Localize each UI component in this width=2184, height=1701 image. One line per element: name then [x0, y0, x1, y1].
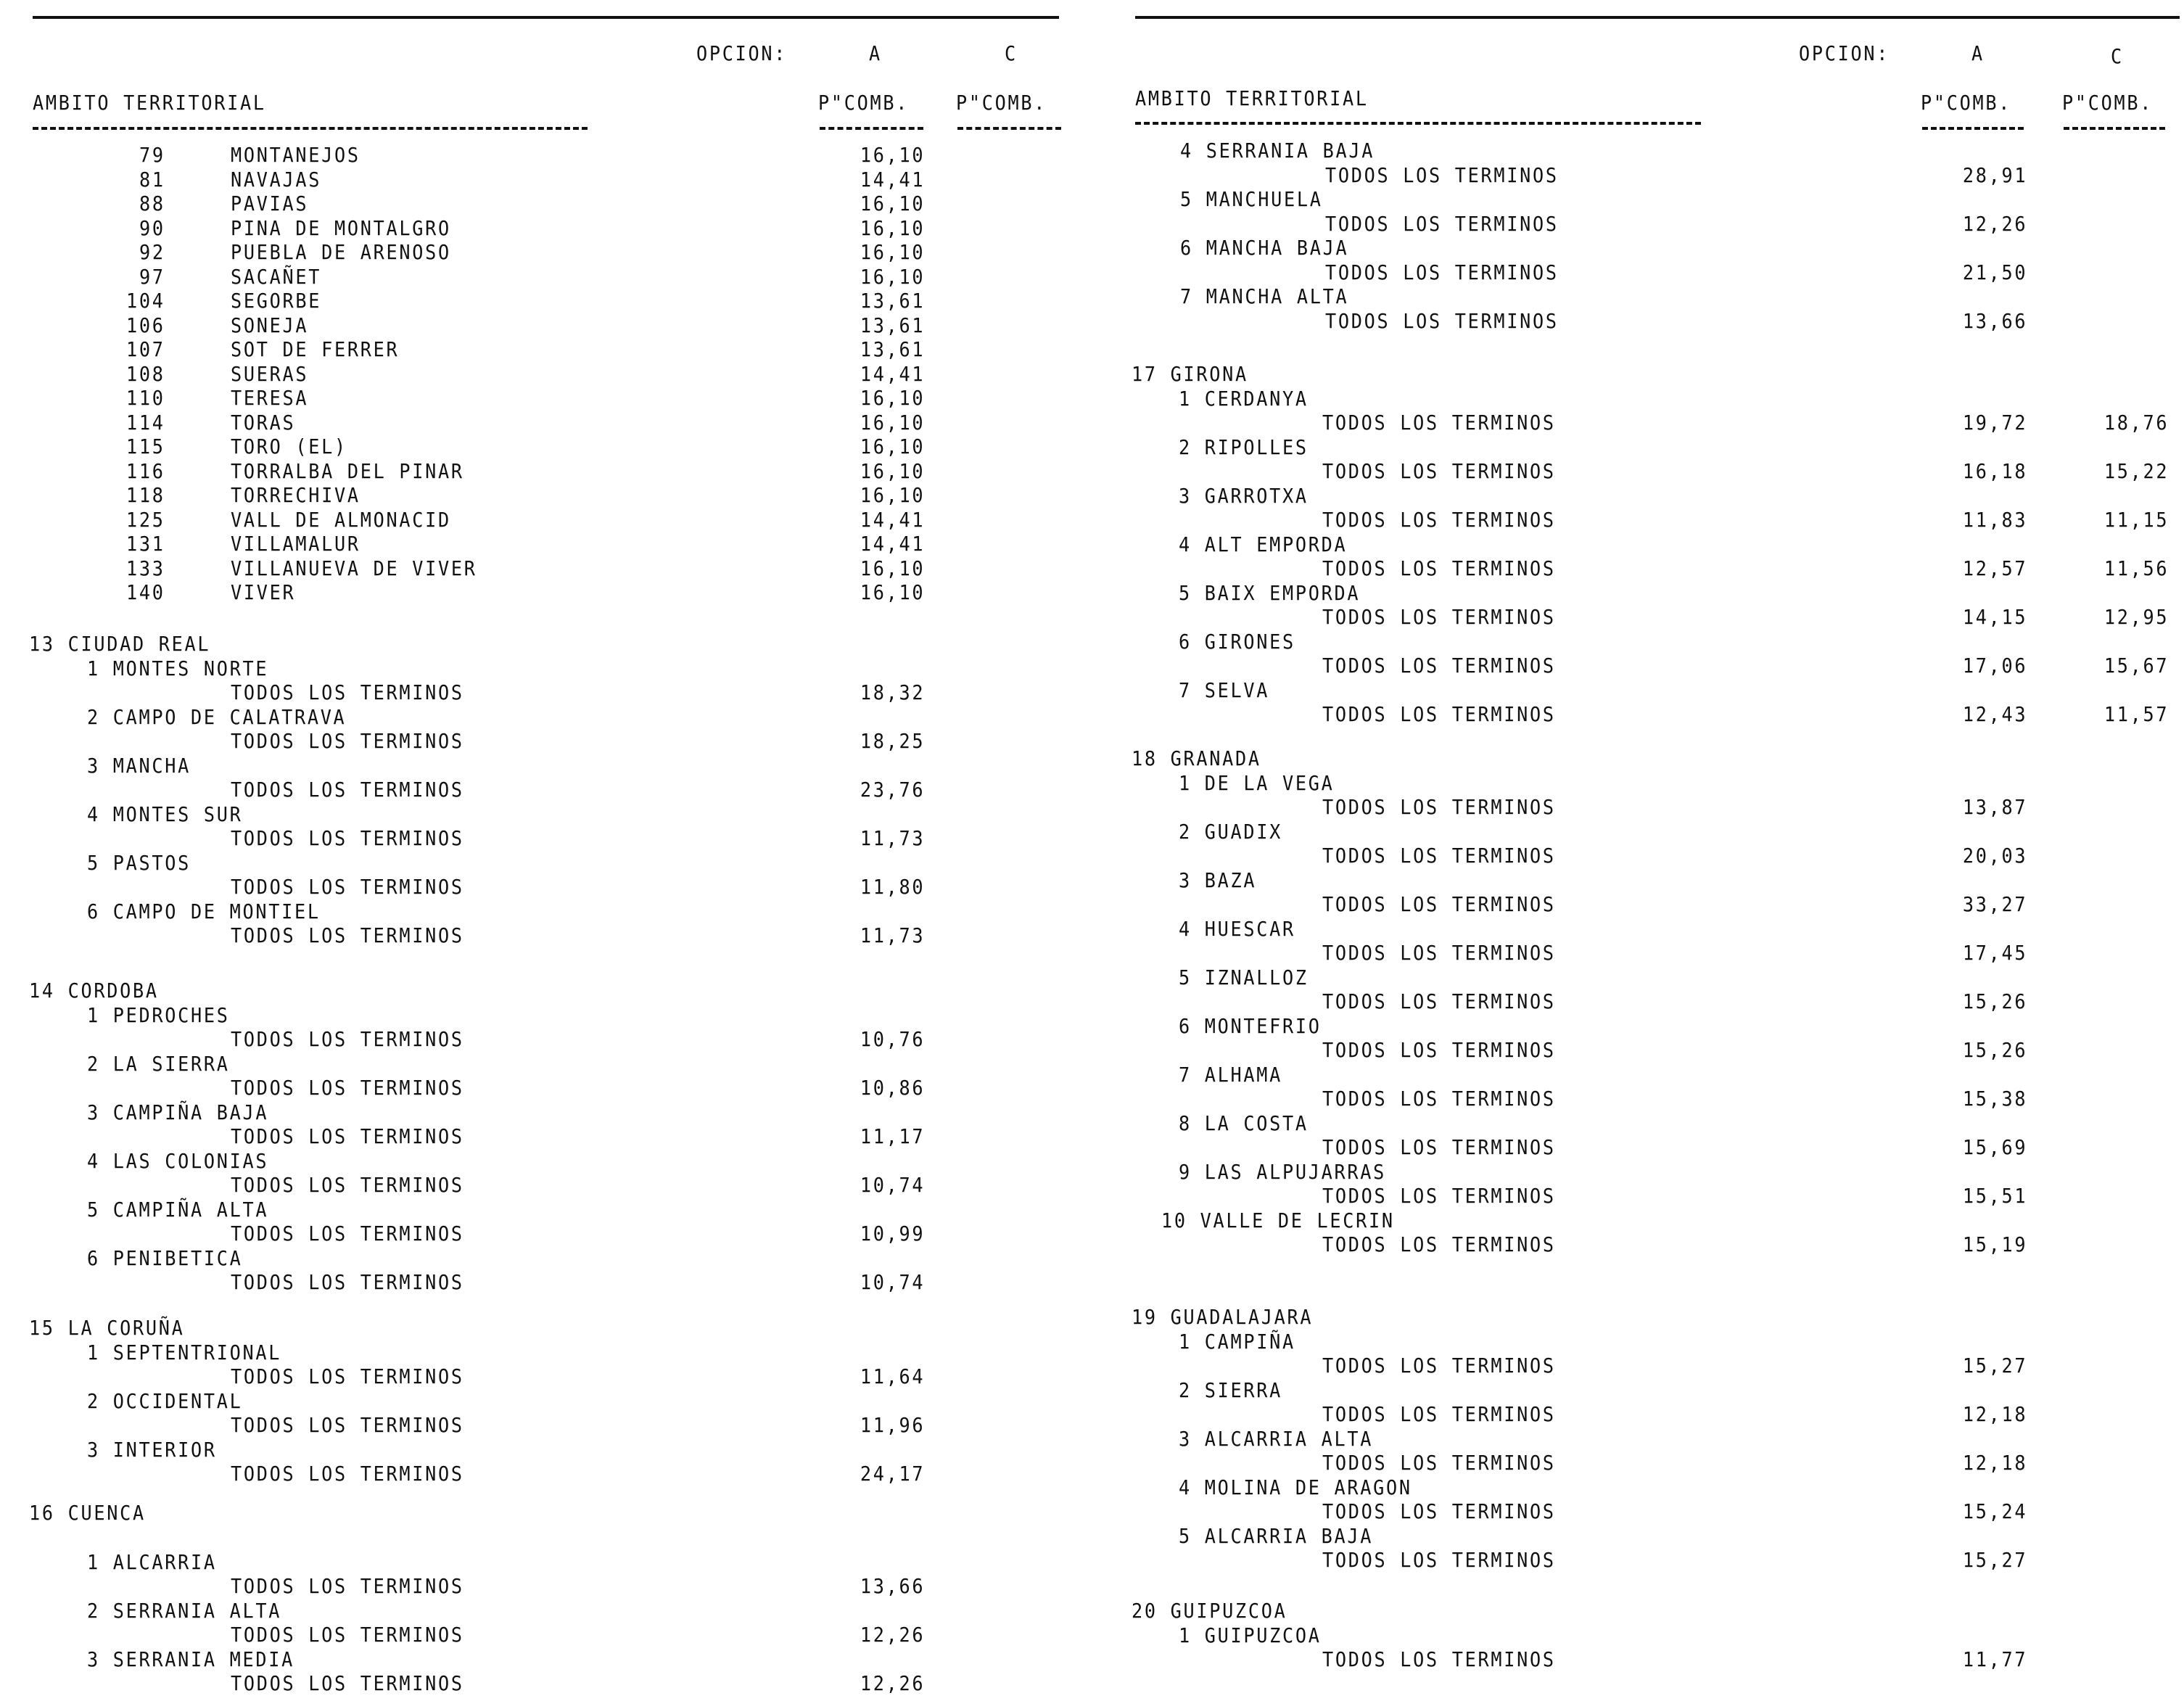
municipality-name: PINA DE MONTALGRO — [231, 215, 451, 240]
municipality-name: SACAÑET — [231, 264, 322, 289]
top-rule — [33, 16, 1059, 19]
municipality-code: 118 — [126, 483, 165, 507]
municipality-code: 81 — [139, 167, 165, 191]
municipality-name: TORO (EL) — [231, 434, 347, 458]
province-heading: 19 GUADALAJARA — [1132, 1305, 1314, 1329]
value-col-a: 13,66 — [860, 1574, 925, 1598]
region-label: 1 CAMPIÑA — [1179, 1329, 1295, 1354]
municipality-code: 133 — [126, 556, 165, 580]
municipality-name: VIVER — [231, 580, 296, 604]
region-label: 2 LA SIERRA — [87, 1051, 230, 1076]
province-heading: 17 GIRONA — [1132, 362, 1248, 386]
value-col-a: 14,41 — [860, 532, 925, 556]
region-detail: TODOS LOS TERMINOS — [231, 1671, 464, 1695]
value-col-a: 15,51 — [1962, 1184, 2027, 1208]
region-label: 4 MONTES SUR — [87, 802, 243, 826]
value-col-a: 14,41 — [860, 507, 925, 532]
municipality-code: 114 — [126, 410, 165, 434]
region-label: 6 MONTEFRIO — [1179, 1013, 1322, 1038]
region-label: 1 PEDROCHES — [87, 1002, 230, 1027]
region-detail: TODOS LOS TERMINOS — [1325, 162, 1559, 187]
region-detail: TODOS LOS TERMINOS — [231, 1413, 464, 1437]
region-detail: TODOS LOS TERMINOS — [1322, 508, 1556, 532]
municipality-code: 140 — [126, 580, 165, 604]
option-c-label: C — [1005, 41, 1018, 65]
region-label: 4 SERRANIA BAJA — [1180, 139, 1375, 162]
province-heading: 14 CORDOBA — [29, 979, 159, 1002]
municipality-code: 106 — [126, 313, 165, 337]
value-col-a: 16,10 — [860, 483, 925, 507]
region-detail: TODOS LOS TERMINOS — [231, 1623, 464, 1647]
region-detail: TODOS LOS TERMINOS — [1322, 941, 1556, 965]
region-detail: TODOS LOS TERMINOS — [231, 875, 464, 899]
region-label: 10 VALLE DE LECRIN — [1161, 1208, 1395, 1232]
region-detail: TODOS LOS TERMINOS — [231, 680, 464, 704]
value-col-a: 10,86 — [860, 1076, 925, 1100]
municipality-name: VALL DE ALMONACID — [231, 507, 451, 532]
value-col-a: 16,10 — [860, 386, 925, 410]
region-detail: TODOS LOS TERMINOS — [1322, 411, 1556, 434]
region-detail: TODOS LOS TERMINOS — [231, 1222, 464, 1245]
col-c-heading: P"COMB. — [956, 91, 1047, 115]
municipality-code: 90 — [139, 215, 165, 240]
region-label: 2 OCCIDENTAL — [87, 1388, 243, 1413]
value-col-a: 10,74 — [860, 1270, 925, 1294]
municipality-code: 97 — [139, 264, 165, 289]
municipality-code: 104 — [126, 289, 165, 313]
value-col-a: 13,61 — [860, 313, 925, 337]
value-col-a: 16,10 — [860, 410, 925, 434]
region-detail: TODOS LOS TERMINOS — [1322, 1499, 1556, 1523]
ambito-territorial-heading: AMBITO TERRITORIAL — [1135, 86, 1369, 110]
value-col-a: 11,73 — [860, 826, 925, 850]
value-col-a: 13,87 — [1962, 795, 2027, 819]
municipality-name: TERESA — [231, 386, 309, 410]
col-a-underline — [820, 127, 923, 130]
value-col-a: 12,26 — [860, 1671, 925, 1695]
province-heading: 15 LA CORUÑA — [29, 1316, 185, 1340]
region-detail: TODOS LOS TERMINOS — [1322, 1038, 1556, 1062]
region-detail: TODOS LOS TERMINOS — [1322, 1548, 1556, 1572]
value-col-a: 16,10 — [860, 215, 925, 240]
value-col-a: 16,10 — [860, 191, 925, 215]
region-label: 5 CAMPIÑA ALTA — [87, 1197, 269, 1222]
region-detail: TODOS LOS TERMINOS — [1322, 702, 1556, 726]
region-detail: TODOS LOS TERMINOS — [1322, 1135, 1556, 1159]
value-col-a: 15,38 — [1962, 1087, 2027, 1111]
option-a-label: A — [869, 41, 882, 65]
municipality-name: PUEBLA DE ARENOSO — [231, 240, 451, 264]
value-col-a: 11,64 — [860, 1364, 925, 1388]
value-col-c: 12,95 — [2103, 605, 2169, 629]
municipality-name: TORRECHIVA — [231, 483, 360, 507]
ambito-territorial-heading: AMBITO TERRITORIAL — [33, 91, 266, 115]
value-col-a: 12,26 — [860, 1623, 925, 1647]
municipality-code: 116 — [126, 458, 165, 483]
region-detail: TODOS LOS TERMINOS — [1322, 892, 1556, 916]
value-col-a: 11,96 — [860, 1413, 925, 1437]
municipality-code: 115 — [126, 434, 165, 458]
region-label: 2 CAMPO DE CALATRAVA — [87, 704, 347, 729]
region-label: 2 RIPOLLES — [1179, 434, 1309, 459]
region-detail: TODOS LOS TERMINOS — [1322, 1402, 1556, 1426]
municipality-code: 88 — [139, 191, 165, 215]
municipality-code: 107 — [126, 337, 165, 361]
value-col-a: 18,25 — [860, 729, 925, 753]
region-label: 3 SERRANIA MEDIA — [87, 1647, 294, 1671]
value-col-a: 20,03 — [1962, 844, 2027, 868]
region-label: 3 INTERIOR — [87, 1437, 217, 1462]
region-label: 1 DE LA VEGA — [1179, 770, 1335, 795]
municipality-name: SONEJA — [231, 313, 309, 337]
value-col-a: 12,18 — [1962, 1451, 2027, 1475]
col-c-underline — [957, 127, 1061, 130]
region-label: 4 ALT EMPORDA — [1179, 532, 1348, 556]
region-label: 5 IZNALLOZ — [1179, 965, 1309, 989]
region-detail: TODOS LOS TERMINOS — [1322, 459, 1556, 483]
value-col-a: 13,61 — [860, 289, 925, 313]
region-label: 9 LAS ALPUJARRAS — [1179, 1159, 1386, 1184]
value-col-a: 21,50 — [1962, 260, 2027, 284]
region-label: 1 ALCARRIA — [87, 1549, 217, 1574]
municipality-name: TORRALBA DEL PINAR — [231, 458, 464, 483]
value-col-a: 10,99 — [860, 1222, 925, 1245]
region-label: 3 MANCHA — [87, 753, 191, 778]
value-col-c: 11,15 — [2103, 508, 2169, 532]
region-label: 1 MONTES NORTE — [87, 656, 269, 680]
region-detail: TODOS LOS TERMINOS — [1322, 556, 1556, 580]
value-col-a: 11,73 — [860, 923, 925, 947]
opcion-label: OPCION: — [1799, 41, 1890, 65]
region-label: 4 LAS COLONIAS — [87, 1148, 269, 1173]
region-detail: TODOS LOS TERMINOS — [231, 826, 464, 850]
value-col-c: 15,22 — [2103, 459, 2169, 483]
municipality-name: VILLANUEVA DE VIVER — [231, 556, 477, 580]
value-col-c: 11,56 — [2103, 556, 2169, 580]
region-detail: TODOS LOS TERMINOS — [231, 729, 464, 753]
value-col-a: 16,10 — [860, 143, 925, 167]
value-col-a: 14,15 — [1962, 605, 2027, 629]
value-col-a: 16,18 — [1962, 459, 2027, 483]
municipality-name: TORAS — [231, 410, 296, 434]
value-col-a: 15,24 — [1962, 1499, 2027, 1523]
region-label: 4 HUESCAR — [1179, 916, 1295, 941]
region-detail: TODOS LOS TERMINOS — [231, 1462, 464, 1486]
value-col-a: 15,19 — [1962, 1232, 2027, 1256]
municipality-name: VILLAMALUR — [231, 532, 360, 556]
value-col-a: 12,57 — [1962, 556, 2027, 580]
region-label: 8 LA COSTA — [1179, 1111, 1309, 1135]
region-label: 3 ALCARRIA ALTA — [1179, 1426, 1374, 1451]
heading-underline — [33, 127, 588, 130]
municipality-name: SOT DE FERRER — [231, 337, 400, 361]
region-label: 7 SELVA — [1179, 677, 1270, 702]
municipality-code: 131 — [126, 532, 165, 556]
region-label: 2 GUADIX — [1179, 819, 1282, 844]
region-label: 3 BAZA — [1179, 868, 1257, 892]
region-label: 1 GUIPUZCOA — [1179, 1623, 1322, 1647]
region-label: 2 SERRANIA ALTA — [87, 1598, 282, 1623]
value-col-a: 16,10 — [860, 264, 925, 289]
value-col-a: 14,41 — [860, 361, 925, 386]
value-col-a: 24,17 — [860, 1462, 925, 1486]
province-heading: 18 GRANADA — [1132, 746, 1261, 770]
value-col-a: 17,45 — [1962, 941, 2027, 965]
region-label: 5 BAIX EMPORDA — [1179, 580, 1361, 605]
municipality-code: 110 — [126, 386, 165, 410]
region-label: 6 PENIBETICA — [87, 1245, 243, 1270]
region-detail: TODOS LOS TERMINOS — [1325, 211, 1559, 236]
value-col-a: 10,76 — [860, 1027, 925, 1051]
municipality-name: SEGORBE — [231, 289, 322, 313]
option-c-label: C — [2111, 44, 2124, 68]
value-col-a: 16,10 — [860, 580, 925, 604]
col-a-underline — [1922, 127, 2024, 130]
region-detail: TODOS LOS TERMINOS — [1322, 1354, 1556, 1377]
region-label: 2 SIERRA — [1179, 1377, 1282, 1402]
option-a-label: A — [1971, 41, 1985, 65]
region-detail: TODOS LOS TERMINOS — [1322, 795, 1556, 819]
value-col-a: 28,91 — [1962, 162, 2027, 187]
value-col-a: 11,17 — [860, 1124, 925, 1148]
region-detail: TODOS LOS TERMINOS — [1325, 260, 1559, 284]
value-col-a: 12,18 — [1962, 1402, 2027, 1426]
heading-underline — [1135, 122, 1701, 125]
region-label: 5 PASTOS — [87, 850, 191, 875]
value-col-a: 14,41 — [860, 167, 925, 191]
region-detail: TODOS LOS TERMINOS — [1325, 308, 1559, 333]
municipality-code: 92 — [139, 240, 165, 264]
value-col-a: 15,26 — [1962, 1038, 2027, 1062]
value-col-a: 23,76 — [860, 778, 925, 802]
region-label: 6 CAMPO DE MONTIEL — [87, 899, 321, 923]
municipality-name: SUERAS — [231, 361, 309, 386]
value-col-a: 13,61 — [860, 337, 925, 361]
province-heading: 20 GUIPUZCOA — [1132, 1599, 1287, 1623]
region-detail: TODOS LOS TERMINOS — [1322, 1451, 1556, 1475]
region-detail: TODOS LOS TERMINOS — [1322, 1184, 1556, 1208]
region-label: 5 MANCHUELA — [1180, 187, 1323, 211]
value-col-a: 33,27 — [1962, 892, 2027, 916]
region-label: 6 MANCHA BAJA — [1180, 236, 1349, 260]
region-label: 7 ALHAMA — [1179, 1062, 1282, 1087]
region-detail: TODOS LOS TERMINOS — [1322, 1087, 1556, 1111]
region-label: 4 MOLINA DE ARAGON — [1179, 1475, 1412, 1499]
region-detail: TODOS LOS TERMINOS — [1322, 1647, 1556, 1671]
value-col-a: 11,77 — [1962, 1647, 2027, 1671]
region-detail: TODOS LOS TERMINOS — [231, 1027, 464, 1051]
value-col-a: 16,10 — [860, 556, 925, 580]
region-label: 5 ALCARRIA BAJA — [1179, 1523, 1374, 1548]
region-label: 3 GARROTXA — [1179, 483, 1309, 508]
value-col-a: 12,26 — [1962, 211, 2027, 236]
value-col-c: 11,57 — [2103, 702, 2169, 726]
municipality-name: PAVIAS — [231, 191, 309, 215]
region-detail: TODOS LOS TERMINOS — [231, 923, 464, 947]
value-col-a: 13,66 — [1962, 308, 2027, 333]
col-c-heading: P"COMB. — [2062, 91, 2154, 115]
region-detail: TODOS LOS TERMINOS — [231, 1173, 464, 1197]
value-col-a: 16,10 — [860, 458, 925, 483]
value-col-a: 15,26 — [1962, 989, 2027, 1013]
value-col-a: 11,80 — [860, 875, 925, 899]
value-col-a: 12,43 — [1962, 702, 2027, 726]
region-detail: TODOS LOS TERMINOS — [1322, 989, 1556, 1013]
region-detail: TODOS LOS TERMINOS — [231, 1124, 464, 1148]
region-detail: TODOS LOS TERMINOS — [231, 778, 464, 802]
value-col-a: 17,06 — [1962, 654, 2027, 677]
top-rule — [1135, 16, 2180, 19]
region-detail: TODOS LOS TERMINOS — [231, 1076, 464, 1100]
col-a-heading: P"COMB. — [818, 91, 910, 115]
value-col-a: 18,32 — [860, 680, 925, 704]
region-label: 6 GIRONES — [1179, 629, 1295, 654]
municipality-code: 125 — [126, 507, 165, 532]
province-heading: 13 CIUDAD REAL — [29, 632, 211, 656]
value-col-c: 15,67 — [2103, 654, 2169, 677]
value-col-a: 10,74 — [860, 1173, 925, 1197]
region-detail: TODOS LOS TERMINOS — [231, 1270, 464, 1294]
municipality-name: NAVAJAS — [231, 167, 322, 191]
province-heading: 16 CUENCA — [29, 1501, 146, 1525]
region-label: 1 CERDANYA — [1179, 386, 1309, 411]
value-col-c: 18,76 — [2103, 411, 2169, 434]
col-a-heading: P"COMB. — [1921, 91, 2012, 115]
region-detail: TODOS LOS TERMINOS — [1322, 844, 1556, 868]
right-page — [1121, 0, 2184, 1701]
left-page — [0, 0, 1074, 1701]
region-detail: TODOS LOS TERMINOS — [231, 1364, 464, 1388]
region-detail: TODOS LOS TERMINOS — [1322, 1232, 1556, 1256]
region-detail: TODOS LOS TERMINOS — [1322, 654, 1556, 677]
value-col-a: 15,27 — [1962, 1354, 2027, 1377]
region-label: 7 MANCHA ALTA — [1180, 284, 1349, 308]
region-detail: TODOS LOS TERMINOS — [231, 1574, 464, 1598]
region-label: 1 SEPTENTRIONAL — [87, 1340, 282, 1364]
region-label: 3 CAMPIÑA BAJA — [87, 1100, 269, 1124]
col-c-underline — [2064, 127, 2165, 130]
value-col-a: 16,10 — [860, 434, 925, 458]
municipality-code: 79 — [139, 143, 165, 167]
value-col-a: 16,10 — [860, 240, 925, 264]
value-col-a: 19,72 — [1962, 411, 2027, 434]
region-detail: TODOS LOS TERMINOS — [1322, 605, 1556, 629]
value-col-a: 11,83 — [1962, 508, 2027, 532]
municipality-name: MONTANEJOS — [231, 143, 360, 167]
value-col-a: 15,27 — [1962, 1548, 2027, 1572]
municipality-code: 108 — [126, 361, 165, 386]
opcion-label: OPCION: — [696, 41, 788, 65]
value-col-a: 15,69 — [1962, 1135, 2027, 1159]
